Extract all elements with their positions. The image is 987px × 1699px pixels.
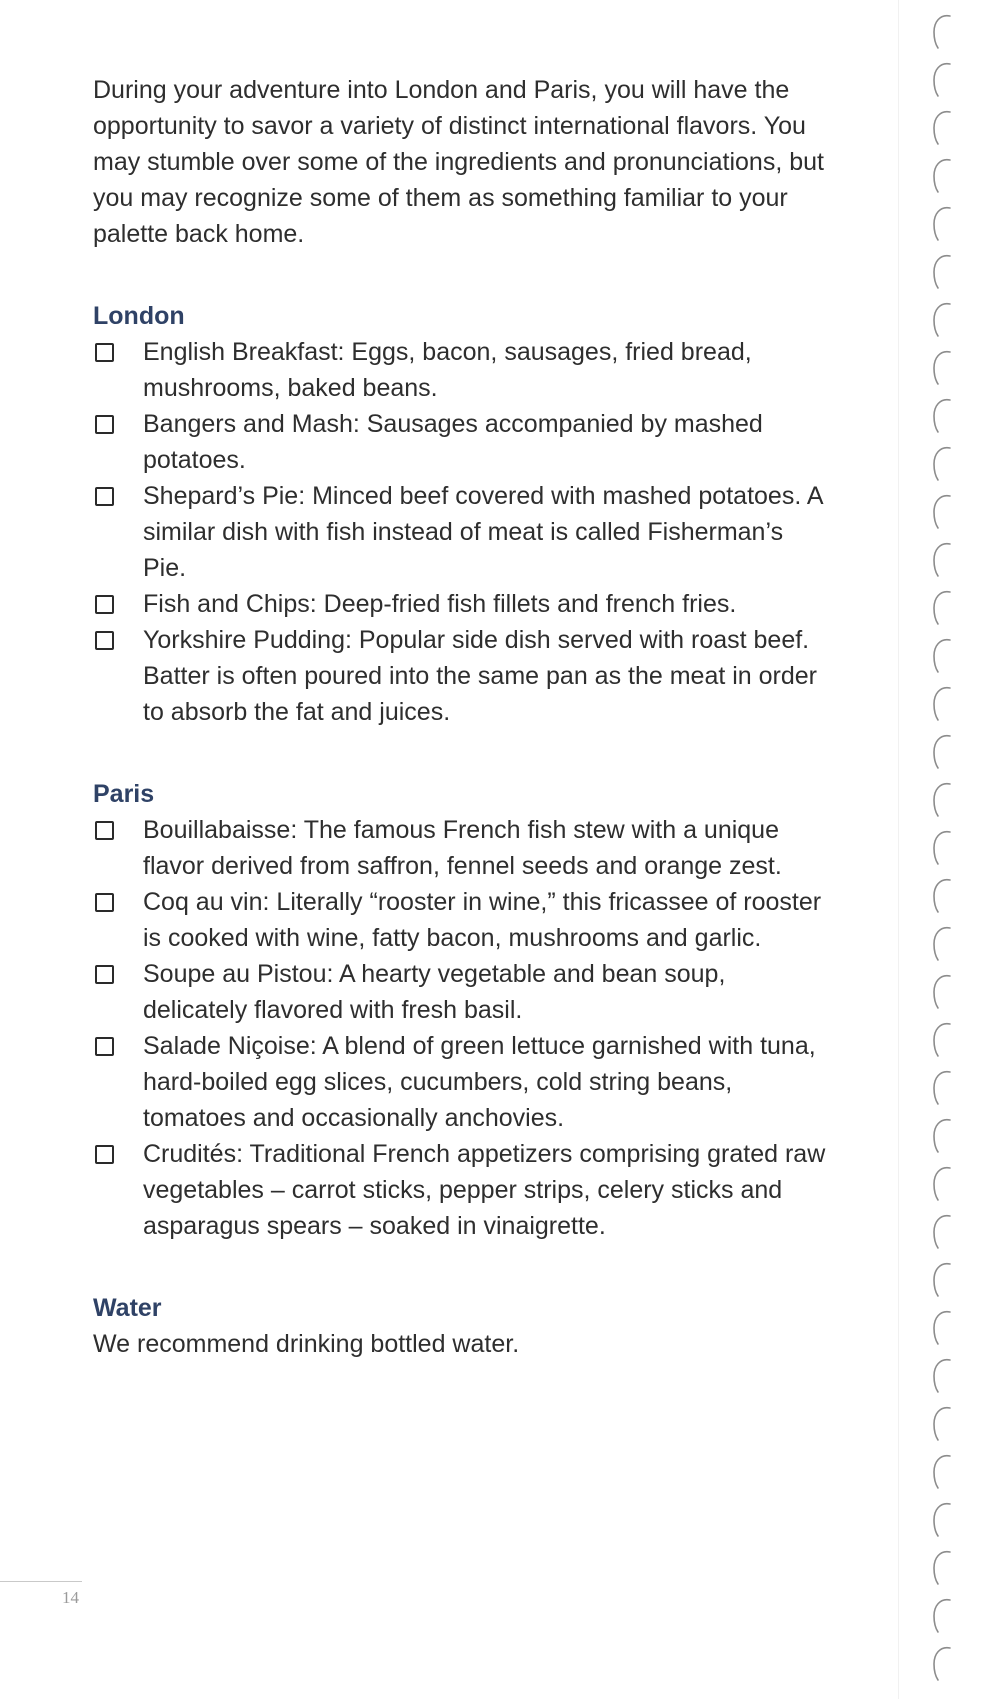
spiral-hole-icon: [930, 828, 952, 866]
spiral-hole-icon: [930, 348, 952, 386]
footer-rule: [0, 1581, 82, 1582]
london-item-english-breakfast: [93, 334, 833, 406]
spiral-hole-icon: [930, 108, 952, 146]
paris-heading: Paris: [93, 780, 155, 808]
spiral-hole-icon: [930, 540, 952, 578]
item-text: Yorkshire Pudding: Popular side dish served with roast beef. Batter is often poured into the same pan as the meat in order to absorb the fat and juices.: [143, 626, 818, 726]
spiral-hole-icon: [930, 1596, 952, 1634]
checkbox-icon: [95, 343, 114, 362]
spiral-hole-icon: [930, 1212, 952, 1250]
spiral-binding: [930, 0, 987, 1699]
spiral-hole-icon: [930, 780, 952, 818]
page-content: [93, 72, 833, 1362]
page-edge-shadow: [898, 0, 899, 1699]
spiral-hole-icon: [930, 1116, 952, 1154]
spiral-hole-icon: [930, 492, 952, 530]
london-item-yorkshire-pudding: [93, 622, 833, 730]
checkbox-icon: [95, 893, 114, 912]
paris-food-list: [93, 812, 833, 1244]
spiral-hole-icon: [930, 972, 952, 1010]
spiral-hole-icon: [930, 1260, 952, 1298]
spiral-hole-icon: [930, 876, 952, 914]
spiral-hole-icon: [930, 1548, 952, 1586]
spiral-hole-icon: [930, 444, 952, 482]
item-text: Soupe au Pistou: A hearty vegetable and bean soup, delicately flavored with fresh basil.: [143, 960, 726, 1024]
london-item-bangers-and-mash: [93, 406, 833, 478]
spiral-hole-icon: [930, 1308, 952, 1346]
spiral-hole-icon: [930, 1020, 952, 1058]
paris-item-salade-nicoise: [93, 1028, 833, 1136]
intro-paragraph: During your adventure into London and Paris, you will have the opportunity to savor a variety of distinct international flavors. You may stumble over some of the ingredients and pronunciations, but you may recognize some of them as something familiar to your palette back home.: [93, 76, 824, 248]
spiral-hole-icon: [930, 924, 952, 962]
spiral-hole-icon: [930, 732, 952, 770]
spiral-hole-icon: [930, 1500, 952, 1538]
checkbox-icon: [95, 965, 114, 984]
spiral-hole-icon: [930, 204, 952, 242]
spiral-hole-icon: [930, 1356, 952, 1394]
item-text: Fish and Chips: Deep-fried fish fillets and french fries.: [143, 590, 737, 618]
item-text: Bangers and Mash: Sausages accompanied by mashed potatoes.: [143, 410, 763, 474]
item-text: Coq au vin: Literally “rooster in wine,” this fricassee of rooster is cooked with wine, fatty bacon, mushrooms and garlic.: [143, 888, 822, 952]
item-text: English Breakfast: Eggs, bacon, sausages, fried bread, mushrooms, baked beans.: [143, 338, 752, 402]
london-heading: London: [93, 302, 185, 330]
item-text: Shepard’s Pie: Minced beef covered with mashed potatoes. A similar dish with fish instead of meat is called Fisherman’s Pie.: [143, 482, 823, 582]
spiral-hole-icon: [930, 1068, 952, 1106]
london-food-list: [93, 334, 833, 730]
paris-item-bouillabaisse: [93, 812, 833, 884]
item-text: Bouillabaisse: The famous French fish stew with a unique flavor derived from saffron, fennel seeds and orange zest.: [143, 816, 782, 880]
spiral-hole-icon: [930, 60, 952, 98]
spiral-hole-icon: [930, 588, 952, 626]
spiral-hole-icon: [930, 252, 952, 290]
paris-item-soupe-au-pistou: [93, 956, 833, 1028]
water-heading: Water: [93, 1294, 162, 1322]
spiral-hole-icon: [930, 636, 952, 674]
spiral-hole-icon: [930, 396, 952, 434]
paris-item-crudites: [93, 1136, 833, 1244]
checkbox-icon: [95, 415, 114, 434]
spiral-hole-icon: [930, 300, 952, 338]
checkbox-icon: [95, 1037, 114, 1056]
checkbox-icon: [95, 631, 114, 650]
spiral-hole-icon: [930, 1452, 952, 1490]
water-text: We recommend drinking bottled water.: [93, 1330, 520, 1358]
item-text: Crudités: Traditional French appetizers comprising grated raw vegetables – carrot sticks, pepper strips, celery sticks and asparagus spears – soaked in vinaigrette.: [143, 1140, 826, 1240]
checkbox-icon: [95, 595, 114, 614]
spiral-hole-icon: [930, 684, 952, 722]
spiral-hole-icon: [930, 156, 952, 194]
spiral-hole-icon: [930, 12, 952, 50]
checkbox-icon: [95, 1145, 114, 1164]
london-item-shepards-pie: [93, 478, 833, 586]
spiral-hole-icon: [930, 1644, 952, 1682]
item-text: Salade Niçoise: A blend of green lettuce garnished with tuna, hard-boiled egg slices, cucumbers, cold string beans, tomatoes and occasionally anchovies.: [143, 1032, 816, 1132]
paris-item-coq-au-vin: [93, 884, 833, 956]
checkbox-icon: [95, 487, 114, 506]
london-item-fish-and-chips: [93, 586, 833, 622]
checkbox-icon: [95, 821, 114, 840]
spiral-hole-icon: [930, 1404, 952, 1442]
page-number: 14: [62, 1588, 79, 1607]
spiral-hole-icon: [930, 1164, 952, 1202]
